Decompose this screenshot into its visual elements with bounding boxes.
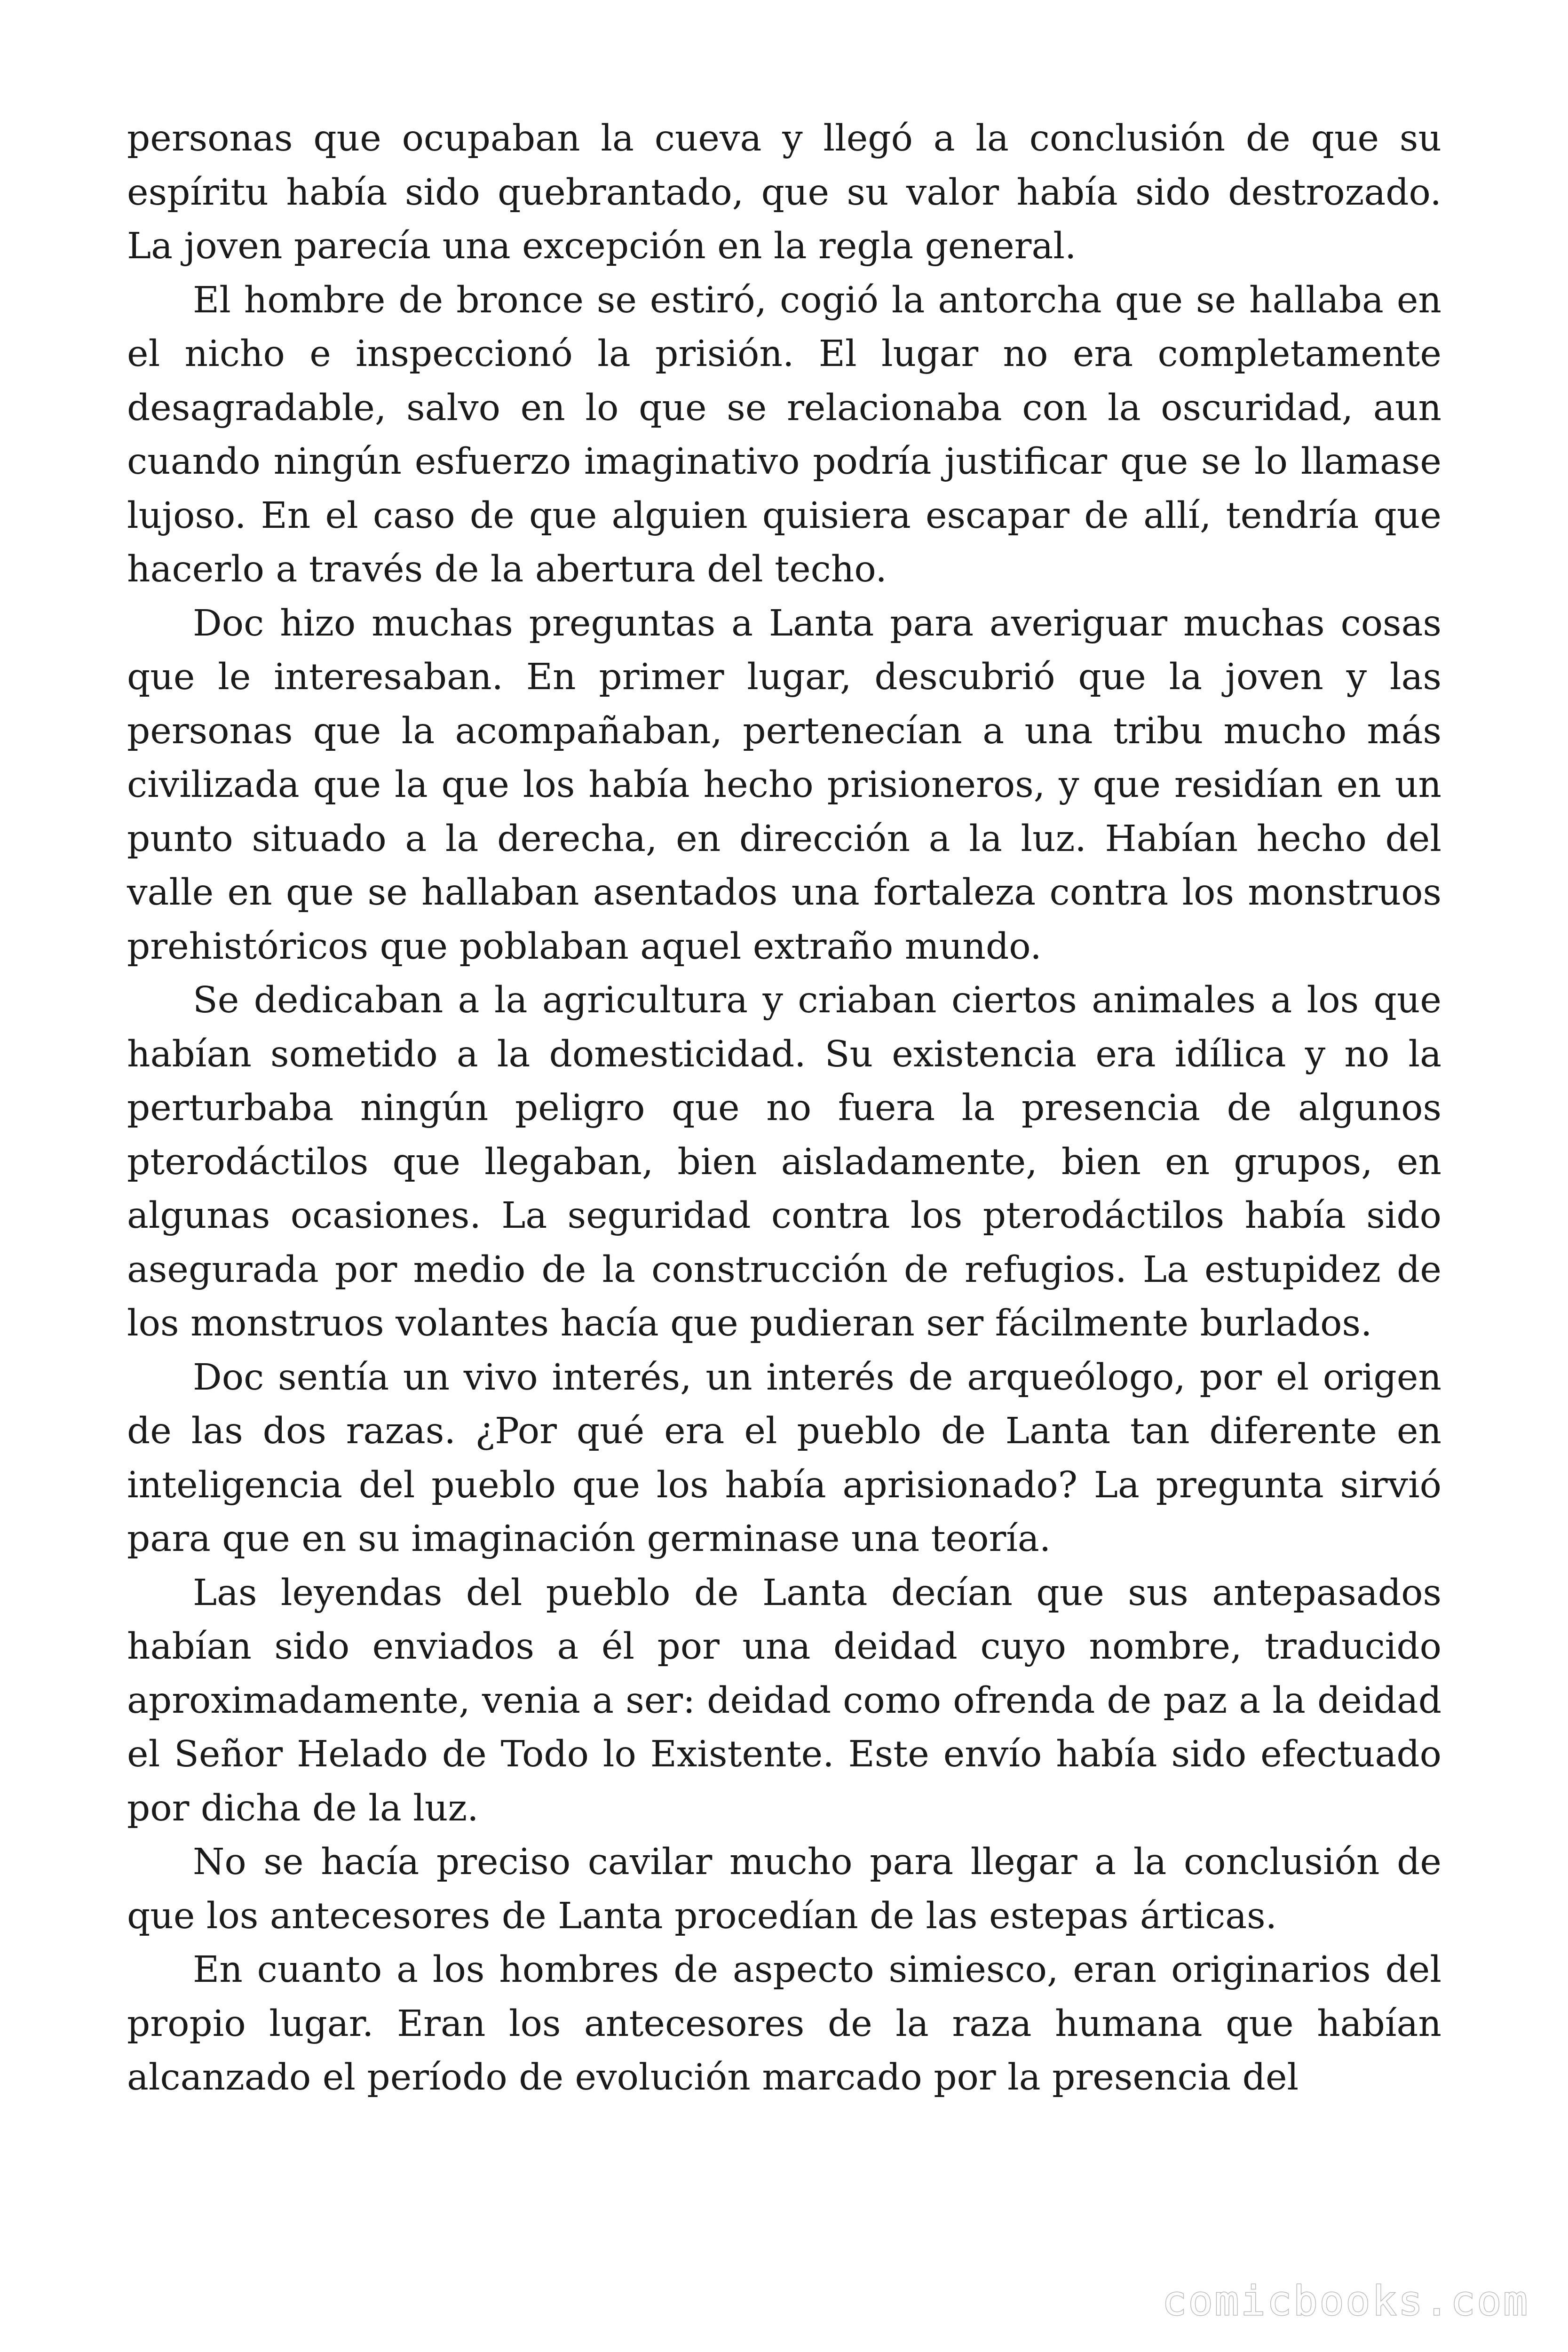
paragraph-5: Doc sentía un vivo interés, un interés de arqueólogo, por el origen de las dos razas. ¿Por qué era el pueblo de Lanta tan diferente en inteligencia del pueblo que los había aprisionado? La pregunta sirvió para que en su imaginación germinase una teoría. — [127, 1356, 1441, 1560]
paragraph-3: Doc hizo muchas preguntas a Lanta para averiguar muchas cosas que le interesaban. En primer lugar, descubrió que la joven y las personas que la acompañaban, pertenecían a una tribu mucho más civilizada que la que los había hecho prisioneros, y que residían en un punto situado a la derecha, en dirección a la luz. Habían hecho del valle en que se hallaban asentados una fortaleza contra los monstruos prehistóricos que poblaban aquel extraño mundo. — [127, 602, 1441, 968]
paragraph-2: El hombre de bronce se estiró, cogió la antorcha que se hallaba en el nicho e inspeccionó la prisión. El lugar no era completamente desagradable, salvo en lo que se relacionaba con la oscuridad, aun cuando ningún esfuerzo imaginativo podría justificar que se lo llamase lujoso. En el caso de que alguien quisiera escapar de allí, tendría que hacerlo a través de la abertura del techo. — [127, 279, 1441, 590]
paragraph-4: Se dedicaban a la agricultura y criaban ciertos animales a los que habían sometido a la domesticidad. Su existencia era idílica y no la perturbaba ningún peligro que no fuera la presencia de algunos pterodáctilos que llegaban, bien aisladamente, bien en grupos, en algunas ocasiones. La seguridad contra los pterodáctilos había sido asegurada por medio de la construcción de refugios. La estupidez de los monstruos volantes hacía que pudieran ser fácilmente burlados. — [127, 979, 1441, 1344]
paragraph-1: personas que ocupaban la cueva y llegó a la conclusión de que su espíritu había sido quebrantado, que su valor había sido destrozado. La joven parecía una excepción en la regla general. — [127, 118, 1441, 267]
site-watermark: comicbooks.com — [1162, 2278, 1529, 2325]
book-page-body — [127, 112, 1441, 2105]
paragraph-8: En cuanto a los hombres de aspecto simiesco, eran originarios del propio lugar. Eran los antecesores de la raza humana que habían alcanzado el período de evolución marcado por la presencia del — [127, 1949, 1441, 2098]
paragraph-6: Las leyendas del pueblo de Lanta decían que sus antepasados habían sido enviados a él por una deidad cuyo nombre, traducido aproximadamente, venia a ser: deidad como ofrenda de paz a la deidad el Señor Helado de Todo lo Existente. Este envío había sido efectuado por dicha de la luz. — [127, 1572, 1441, 1829]
paragraph-7: No se hacía preciso cavilar mucho para llegar a la conclusión de que los antecesores de Lanta procedían de las estepas árticas. — [127, 1841, 1441, 1937]
